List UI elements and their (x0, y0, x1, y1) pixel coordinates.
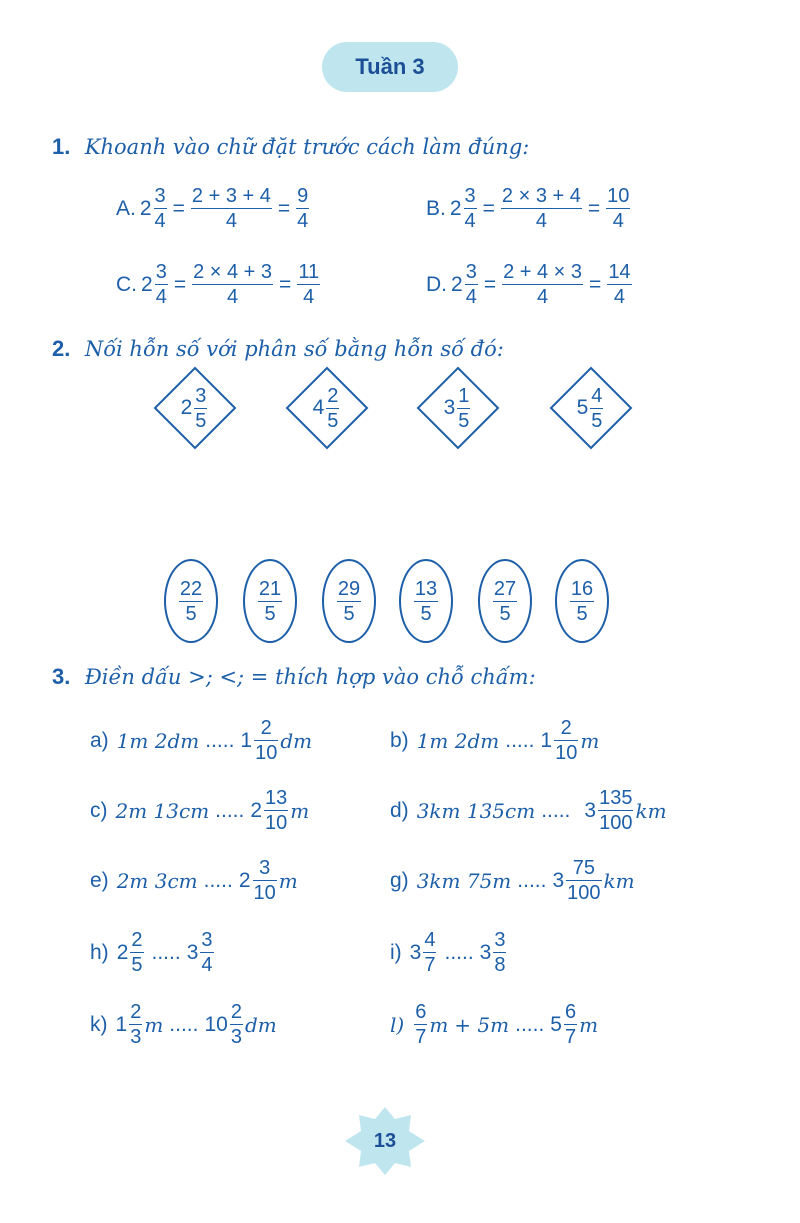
q1-instruction: Khoanh vào chữ đặt trước cách làm đúng: (84, 135, 530, 159)
fraction-oval[interactable] (322, 559, 376, 643)
unit: dm (280, 728, 313, 753)
equals-sign: = (277, 197, 291, 220)
answer-dots[interactable]: ..... (517, 869, 547, 892)
unit: dm (244, 1012, 277, 1037)
mixed-number-diamond[interactable] (285, 366, 369, 450)
result-fraction: $\frac{14}{4}$ (608, 261, 631, 308)
unit: km (603, 868, 635, 893)
mixed-fraction: $\frac{4}{5}$ (591, 384, 603, 432)
q1-option-a (116, 184, 311, 233)
item-label: d) (390, 799, 409, 822)
mixed-whole: 10 (204, 1013, 228, 1036)
mixed-fraction: $\frac{135}{100}$ (599, 787, 633, 834)
answer-dots[interactable]: ..... (205, 729, 235, 752)
left-measure: 2m 13cm (115, 798, 210, 823)
option-label: B. (426, 197, 446, 220)
equals-sign: = (587, 197, 601, 220)
fraction: $\frac{27}{5}$ (493, 577, 517, 625)
plus-term: + 5m (454, 1012, 510, 1037)
answer-dots[interactable]: ..... (169, 1013, 199, 1036)
unit: m (429, 1012, 449, 1037)
q2-number: 2. (52, 336, 71, 361)
q2-instruction: Nối hỗn số với phân số bằng hỗn số đó: (84, 337, 504, 361)
mixed-whole: 3 (584, 799, 597, 822)
item-label: c) (90, 799, 108, 822)
q3-item-c (90, 786, 309, 835)
mixed-fraction: $\frac{13}{10}$ (265, 787, 288, 834)
mixed-whole: 3 (186, 941, 199, 964)
mixed-fraction: $\frac{3}{5}$ (195, 384, 207, 432)
left-measure: 3km 75m (416, 868, 512, 893)
mixed-whole: 3 (552, 869, 565, 892)
answer-dots[interactable]: ..... (505, 729, 535, 752)
item-label: k) (90, 1013, 108, 1036)
item-label: e) (90, 869, 109, 892)
fraction-oval[interactable] (243, 559, 297, 643)
fraction-oval[interactable] (399, 559, 453, 643)
mixed-whole: 2 (449, 197, 462, 220)
mixed-whole: 3 (479, 941, 492, 964)
unit: m (144, 1012, 164, 1037)
mixed-whole: 4 (312, 396, 325, 419)
answer-dots[interactable]: ..... (515, 1013, 545, 1036)
mixed-fraction: $\frac{2}{3}$ (230, 1001, 242, 1048)
left-measure: 2m 3cm (116, 868, 198, 893)
item-label: b) (390, 729, 409, 752)
result-fraction: $\frac{10}{4}$ (607, 185, 630, 232)
q3-item-e (90, 856, 298, 905)
mixed-whole: 5 (576, 396, 589, 419)
mixed-whole: 5 (550, 1013, 562, 1036)
unit: m (290, 798, 310, 823)
mixed-fraction: $\frac{4}{7}$ (424, 929, 436, 976)
mixed-fraction: $\frac{2}{10}$ (555, 717, 578, 764)
mixed-whole: 2 (139, 197, 152, 220)
left-measure: 3km 135cm (416, 798, 536, 823)
mixed-whole: 2 (238, 869, 251, 892)
q3-item-b (390, 716, 599, 765)
mixed-whole: 2 (141, 273, 153, 296)
mixed-fraction: $\frac{3}{4}$ (465, 261, 477, 308)
left-measure: 1m 2dm (116, 728, 200, 753)
q3-item-g (390, 856, 635, 905)
item-label: i) (390, 941, 402, 964)
mixed-fraction: $\frac{2}{5}$ (131, 929, 143, 976)
fraction-oval[interactable] (478, 559, 532, 643)
q2-header (52, 336, 504, 362)
q1-option-c (116, 260, 322, 309)
equals-sign: = (173, 273, 187, 296)
mixed-whole: 1 (540, 729, 553, 752)
fraction-oval[interactable] (555, 559, 609, 643)
q3-item-k (90, 1000, 277, 1049)
unit: km (635, 798, 667, 823)
left-measure: 1m 2dm (416, 728, 500, 753)
mixed-fraction: $\frac{3}{4}$ (155, 261, 167, 308)
unit: m (579, 1012, 599, 1037)
fraction: $\frac{21}{5}$ (258, 577, 282, 625)
equals-sign: = (589, 273, 602, 296)
q3-item-a (90, 716, 312, 765)
mixed-whole: 3 (409, 941, 422, 964)
fraction-oval[interactable] (164, 559, 218, 643)
expression-fraction: $\frac{2 + 4 \times 3}{4}$ (503, 261, 583, 308)
mixed-fraction: $\frac{3}{4}$ (201, 929, 213, 976)
equals-sign: = (482, 197, 495, 220)
week-title: Tuần 3 (355, 54, 425, 79)
item-label: g) (390, 869, 409, 892)
expression-fraction: $\frac{2 \times 4 + 3}{4}$ (193, 261, 273, 308)
mixed-fraction: $\frac{3}{8}$ (494, 929, 506, 976)
q3-item-l (390, 1000, 598, 1049)
mixed-number-diamond[interactable] (153, 366, 237, 450)
mixed-fraction: $\frac{1}{5}$ (458, 384, 470, 432)
mixed-fraction: $\frac{2}{10}$ (255, 717, 278, 764)
answer-dots[interactable]: ..... (215, 799, 245, 822)
item-label: l) (390, 1012, 405, 1037)
q1-option-b (426, 184, 632, 233)
q1-header (52, 134, 529, 160)
fraction: $\frac{13}{5}$ (414, 577, 438, 625)
equals-sign: = (279, 273, 292, 296)
q3-instruction: Điền dấu >; <; = thích hợp vào chỗ chấm: (84, 665, 536, 689)
mixed-fraction: $\frac{3}{4}$ (464, 185, 476, 232)
mixed-number-diamond[interactable] (416, 366, 500, 450)
mixed-fraction: $\frac{6}{7}$ (564, 1001, 577, 1048)
mixed-whole: 1 (240, 729, 253, 752)
answer-dots[interactable]: ..... (541, 799, 571, 822)
fraction: $\frac{22}{5}$ (179, 577, 203, 625)
mixed-whole: 2 (180, 396, 193, 419)
option-label: C. (116, 273, 137, 296)
equals-sign: = (172, 197, 185, 220)
answer-dots[interactable]: ..... (203, 869, 233, 892)
mixed-whole: 2 (451, 273, 463, 296)
unit: m (278, 868, 298, 893)
mixed-fraction: $\frac{2}{5}$ (327, 384, 339, 432)
answer-dots[interactable]: ..... (444, 941, 474, 964)
q1-number: 1. (52, 134, 71, 159)
q3-number: 3. (52, 664, 71, 689)
mixed-fraction: $\frac{2}{3}$ (130, 1001, 142, 1048)
item-label: a) (90, 729, 109, 752)
equals-sign: = (483, 273, 497, 296)
week-header-pill (322, 42, 458, 92)
mixed-number-diamond[interactable] (549, 366, 633, 450)
answer-dots[interactable]: ..... (151, 941, 181, 964)
expression-fraction: $\frac{2 \times 3 + 4}{4}$ (501, 185, 581, 232)
option-label: A. (116, 197, 136, 220)
q3-item-d (390, 786, 667, 835)
fraction: $\frac{16}{5}$ (570, 577, 594, 625)
unit: m (580, 728, 600, 753)
page-number-badge (343, 1105, 427, 1177)
mixed-fraction: $\frac{3}{10}$ (253, 857, 276, 904)
mixed-fraction: $\frac{75}{100}$ (567, 857, 601, 904)
q3-item-i (390, 928, 508, 977)
q1-option-d (426, 260, 634, 309)
mixed-fraction: $\frac{3}{4}$ (154, 185, 166, 232)
result-fraction: $\frac{9}{4}$ (297, 185, 309, 232)
q3-header (52, 664, 536, 690)
mixed-whole: 2 (250, 799, 263, 822)
expression-fraction: $\frac{2 + 3 + 4}{4}$ (191, 185, 271, 232)
mixed-whole: 3 (443, 396, 456, 419)
option-label: D. (426, 273, 447, 296)
fraction: $\frac{29}{5}$ (337, 577, 361, 625)
mixed-whole: 2 (116, 941, 129, 964)
mixed-whole: 1 (115, 1013, 128, 1036)
result-fraction: $\frac{11}{4}$ (298, 261, 320, 308)
q3-item-h (90, 928, 216, 977)
item-label: h) (90, 941, 109, 964)
page-number: 13 (373, 1129, 397, 1152)
fraction: $\frac{6}{7}$ (415, 1001, 427, 1048)
